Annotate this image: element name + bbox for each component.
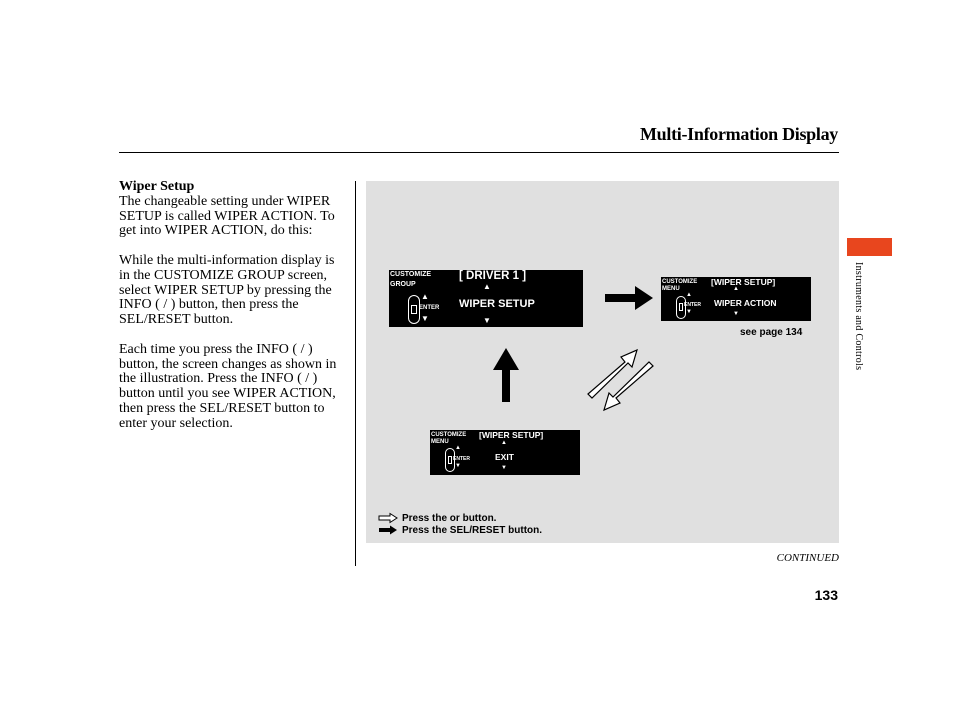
- screen-title: [ DRIVER 1 ]: [459, 270, 527, 282]
- sel-reset-arrow-up-icon: [492, 348, 520, 404]
- title-rule: [119, 152, 839, 153]
- enter-label: ENTER: [684, 302, 701, 308]
- enter-label: ENTER: [419, 305, 440, 311]
- paragraph-1: The changeable setting under WIPER SETUP is called WIPER ACTION. To get into WIPER ACTION, do this:: [119, 193, 335, 239]
- display-screen-exit: [430, 430, 580, 475]
- display-screen-driver1: [389, 270, 583, 327]
- screen-item: EXIT: [495, 452, 514, 462]
- arrow-down-icon: ▼: [421, 314, 429, 323]
- arrow-down-icon: ▼: [733, 311, 739, 317]
- screen-label-line2: MENU: [431, 439, 449, 445]
- sel-reset-legend-icon: [378, 525, 398, 535]
- screen-title: [WIPER SETUP]: [479, 430, 544, 440]
- arrow-up-icon: ▲: [455, 445, 461, 451]
- continued-note: CONTINUED: [776, 552, 839, 564]
- body-text: [119, 180, 344, 446]
- arrow-up-icon: ▲: [421, 292, 429, 301]
- screen-label-line1: CUSTOMIZE: [431, 432, 467, 438]
- sel-reset-arrow-right-icon: [605, 285, 655, 311]
- paragraph-3: Each time you press the INFO ( / ) button, the screen changes as shown in the illustration. Press the INFO ( / ) button until you see WIPER ACTION, then press the SEL/RESET button to enter your selection.: [119, 341, 337, 431]
- paragraph-2: While the multi-information display is in the CUSTOMIZE GROUP screen, select WIPER SETUP by pressing the INFO ( / ) button, then press the SEL/RESET button.: [119, 252, 335, 328]
- screen-item: WIPER SETUP: [459, 298, 535, 310]
- arrow-down-icon: ▼: [686, 309, 692, 315]
- column-divider: [355, 181, 356, 566]
- screen-label-line1: CUSTOMIZE: [662, 279, 698, 285]
- legend-info: Press the or button.: [402, 513, 497, 524]
- section-tab: [847, 238, 892, 256]
- legend-sel-reset: Press the SEL/RESET button.: [402, 525, 543, 536]
- screen-item: WIPER ACTION: [714, 298, 777, 308]
- arrow-up-icon: ▲: [733, 286, 739, 292]
- see-page-note: see page 134: [740, 327, 803, 338]
- enter-label: ENTER: [453, 456, 470, 462]
- arrow-down-icon: ▼: [455, 463, 461, 469]
- section-heading: Wiper Setup: [119, 179, 195, 194]
- screen-label-line2: GROUP: [390, 281, 416, 288]
- display-screen-wiper-action: [661, 277, 811, 321]
- info-button-legend-icon: [378, 513, 398, 523]
- arrow-down-icon: ▼: [501, 465, 507, 471]
- screen-title: [WIPER SETUP]: [711, 277, 776, 287]
- side-section-label: Instruments and Controls: [853, 262, 864, 371]
- arrow-down-icon: ▼: [483, 316, 491, 325]
- arrow-up-icon: ▲: [501, 440, 507, 446]
- screen-label-line2: MENU: [662, 286, 680, 292]
- page-number: 133: [814, 587, 838, 603]
- screen-label-line1: CUSTOMIZE: [390, 271, 432, 278]
- info-cycle-arrows-icon: [585, 348, 657, 412]
- page-title: Multi-Information Display: [639, 124, 838, 144]
- arrow-up-icon: ▲: [483, 282, 491, 291]
- arrow-up-icon: ▲: [686, 292, 692, 298]
